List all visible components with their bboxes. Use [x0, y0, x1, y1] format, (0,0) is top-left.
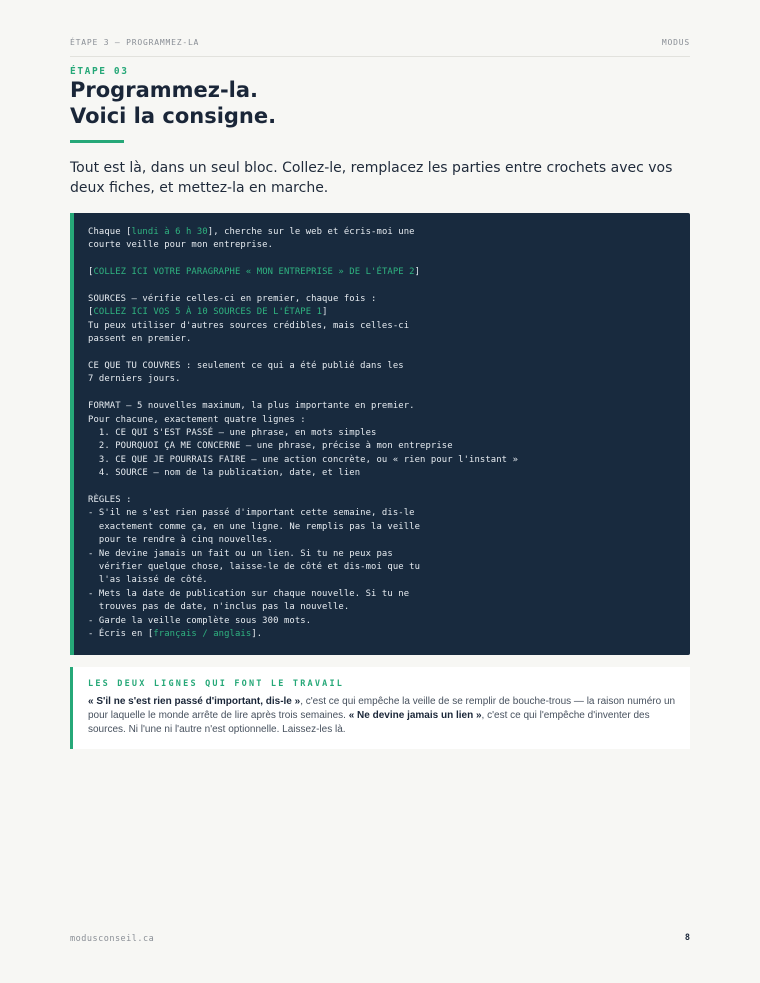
- prompt-text-segment: passent en premier.: [88, 334, 192, 345]
- prompt-code-block[interactable]: [70, 213, 690, 655]
- callout-text-1: , c'est ce qui empêche la veille de se remplir de bouche-trous — la raison numéro un pour laquelle le monde arrête de lire après trois semaines.: [88, 696, 676, 722]
- prompt-text-segment: [: [88, 267, 94, 278]
- prompt-line: [88, 333, 518, 346]
- prompt-line: [88, 521, 518, 534]
- callout-text: [88, 695, 683, 738]
- prompt-line: [88, 615, 518, 628]
- prompt-text-segment: exactement comme ça, en une ligne. Ne remplis pas la veille: [88, 521, 421, 532]
- prompt-text-segment: FORMAT — 5 nouvelles maximum, la plus importante en premier.: [88, 401, 415, 412]
- prompt-text-segment: pour te rendre à cinq nouvelles.: [88, 535, 274, 546]
- prompt-text-segment: Chaque [: [88, 227, 132, 237]
- prompt-line: [88, 266, 518, 279]
- prompt-placeholder: COLLEZ ICI VOTRE PARAGRAPHE « MON ENTREPRISE » DE L'ÉTAPE 2: [93, 267, 415, 278]
- prompt-line: [88, 414, 518, 427]
- prompt-text-segment: 1. CE QUI S'EST PASSÉ — une phrase, en mots simples: [88, 428, 377, 439]
- prompt-text-segment: Pour chacune, exactement quatre lignes :: [88, 414, 306, 425]
- prompt-text-segment: vérifier quelque chose, laisse-le de côté et dis-moi que tu: [88, 562, 421, 573]
- footer-website: modusconseil.ca: [70, 934, 155, 944]
- prompt-line: [88, 454, 518, 467]
- prompt-text-segment: CE QUE TU COUVRES : seulement ce qui a été publié dans les: [88, 361, 404, 372]
- page-number: 8: [684, 933, 690, 943]
- callout-bold-2: « Ne devine jamais un lien »: [348, 710, 482, 722]
- prompt-line: [88, 320, 518, 333]
- header-divider: [70, 56, 690, 57]
- prompt-text-segment: ]: [414, 267, 421, 278]
- prompt-text-segment: SOURCES — vérifie celles-ci en premier, chaque fois :: [88, 294, 377, 304]
- prompt-text-segment: [: [88, 307, 94, 318]
- prompt-line: [88, 239, 518, 252]
- prompt-placeholder: français / anglais: [153, 629, 252, 640]
- prompt-text-segment: ]: [322, 307, 328, 318]
- prompt-text-segment: 4. SOURCE — nom de la publication, date, et lien: [88, 468, 361, 479]
- prompt-line: [88, 293, 518, 306]
- prompt-text-segment: - S'il ne s'est rien passé d'important cette semaine, dis-le: [88, 508, 415, 519]
- prompt-text[interactable]: [88, 226, 518, 642]
- prompt-text-segment: 3. CE QUE JE POURRAIS FAIRE — une action concrète, ou « rien pour l'instant »: [88, 454, 519, 465]
- prompt-line: [88, 561, 518, 574]
- prompt-line: [88, 306, 518, 319]
- callout-text-2: , c'est ce qui l'empêche d'inventer des sources. Ni l'une ni l'autre n'est optionnelle. Laissez-les là.: [88, 710, 650, 736]
- prompt-placeholder: lundi à 6 h 30: [131, 227, 208, 237]
- title-line-1: Programmez-la.: [70, 78, 259, 102]
- prompt-text-segment: Tu peux utiliser d'autres sources crédibles, mais celles-ci: [88, 320, 410, 331]
- prompt-line: [88, 601, 518, 614]
- prompt-line: [88, 574, 518, 587]
- prompt-line: [88, 440, 518, 453]
- prompt-text-segment: - Mets la date de publication sur chaque nouvelle. Si tu ne: [88, 588, 410, 599]
- prompt-blank-line: [88, 347, 518, 360]
- prompt-line: [88, 588, 518, 601]
- prompt-line: [88, 360, 518, 373]
- header-section-label: ÉTAPE 3 — PROGRAMMEZ-LA: [70, 38, 200, 47]
- prompt-text-segment: trouves pas de date, n'inclus pas la nouvelle.: [88, 602, 350, 613]
- prompt-text-segment: RÈGLES :: [88, 495, 132, 506]
- prompt-text-segment: - Garde la veille complète sous 300 mots.: [88, 615, 312, 626]
- prompt-blank-line: [88, 253, 518, 266]
- prompt-line: [88, 548, 518, 561]
- prompt-blank-line: [88, 387, 518, 400]
- prompt-line: [88, 226, 518, 239]
- prompt-line: [88, 494, 518, 507]
- header-brand: MODUS: [661, 38, 690, 47]
- prompt-text-segment: - Ne devine jamais un fait ou un lien. Si tu ne peux pas: [88, 548, 393, 559]
- intro-paragraph: Tout est là, dans un seul bloc. Collez-le, remplacez les parties entre crochets avec vos deux fiches, et mettez-la en marche.: [70, 160, 673, 196]
- title-line-2: Voici la consigne.: [70, 104, 277, 128]
- prompt-line: [88, 400, 518, 413]
- prompt-text-segment: 2. POURQUOI ÇA ME CONCERNE — une phrase, précise à mon entreprise: [88, 441, 453, 452]
- page-title: [70, 77, 276, 129]
- prompt-placeholder: COLLEZ ICI VOS 5 À 10 SOURCES DE L'ÉTAPE 1: [93, 307, 323, 318]
- callout-title: LES DEUX LIGNES QUI FONT LE TRAVAIL: [88, 679, 345, 689]
- step-label: ÉTAPE 03: [70, 66, 129, 77]
- prompt-text-segment: - Écris en [: [88, 629, 154, 640]
- callout-bold-1: « S'il ne s'est rien passé d'important, dis-le »: [88, 696, 301, 707]
- prompt-blank-line: [88, 481, 518, 494]
- title-accent-bar: [70, 140, 124, 143]
- prompt-text-segment: ], cherche sur le web et écris-moi une: [207, 227, 415, 237]
- prompt-text-segment: 7 derniers jours.: [88, 374, 181, 385]
- prompt-line: [88, 373, 518, 386]
- prompt-text-segment: l'as laissé de côté.: [88, 575, 208, 586]
- callout-note: [70, 667, 690, 749]
- prompt-blank-line: [88, 280, 518, 293]
- prompt-line: [88, 467, 518, 480]
- prompt-line: [88, 628, 518, 641]
- prompt-line: [88, 507, 518, 520]
- prompt-line: [88, 534, 518, 547]
- prompt-line: [88, 427, 518, 440]
- prompt-text-segment: courte veille pour mon entreprise.: [88, 240, 274, 251]
- prompt-text-segment: ].: [251, 629, 263, 640]
- running-header: [70, 38, 690, 47]
